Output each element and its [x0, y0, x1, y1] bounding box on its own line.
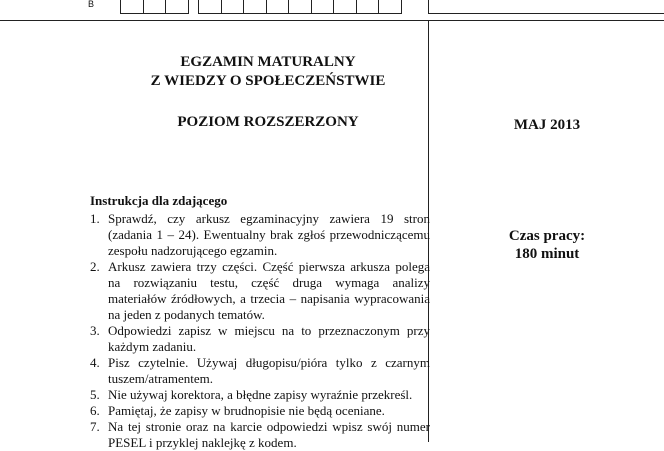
list-item — [90, 211, 430, 259]
list-item — [90, 259, 430, 323]
list-item — [90, 419, 430, 451]
code-box-1 — [120, 0, 144, 14]
code-box-8 — [288, 0, 312, 14]
item-number: 7. — [90, 419, 100, 434]
instructions-list — [90, 211, 430, 451]
header-divider — [0, 20, 664, 21]
list-item — [90, 403, 430, 419]
time-label: Czas pracy: — [508, 228, 586, 244]
code-box-4 — [198, 0, 222, 14]
list-item — [90, 355, 430, 387]
header-tiny-label: B — [88, 0, 95, 9]
item-text: Pisz czytelnie. Używaj długopisu/pióra tylko z czarnym tuszem/atramentem. — [108, 355, 430, 386]
item-text: Nie używaj korektora, a błędne zapisy wyraźnie przekreśl. — [108, 387, 413, 402]
code-box-9 — [311, 0, 334, 14]
code-box-10 — [333, 0, 357, 14]
list-item — [90, 323, 430, 355]
code-box-6 — [243, 0, 267, 14]
exam-level: POZIOM ROZSZERZONY — [177, 114, 359, 130]
instructions-title: Instrukcja dla zdającego — [90, 193, 228, 208]
code-box-11 — [356, 0, 379, 14]
exam-date: MAJ 2013 — [513, 117, 581, 133]
item-text: Arkusz zawiera trzy części. Część pierwsza arkusza polega na rozwiązaniu testu, część druga wymaga analizy materiałów źródłowych, a trzecia – napisania wypracowania na jeden z podanych tematów. — [108, 259, 430, 322]
code-box-12 — [378, 0, 402, 14]
sticker-box — [428, 0, 664, 14]
code-box-7 — [266, 0, 289, 14]
code-box-2 — [143, 0, 166, 14]
list-item — [90, 387, 430, 403]
item-number: 5. — [90, 387, 100, 402]
item-number: 3. — [90, 323, 100, 338]
code-box-3 — [165, 0, 189, 14]
time-value: 180 minut — [514, 246, 580, 262]
item-number: 1. — [90, 211, 100, 226]
item-text: Na tej stronie oraz na karcie odpowiedzi wpisz swój numer PESEL i przyklej naklejkę z kodem. — [108, 419, 430, 450]
code-box-5 — [221, 0, 244, 14]
exam-title-line1: EGZAMIN MATURALNY — [180, 54, 356, 70]
item-text: Sprawdź, czy arkusz egzaminacyjny zawiera 19 stron (zadania 1 – 24). Ewentualny brak zgłoś przewodniczącemu zespołu nadzorującego egzamin. — [108, 211, 430, 258]
item-number: 6. — [90, 403, 100, 418]
exam-title-line2: Z WIEDZY O SPOŁECZEŃSTWIE — [150, 73, 386, 89]
item-number: 2. — [90, 259, 100, 274]
item-number: 4. — [90, 355, 100, 370]
item-text: Odpowiedzi zapisz w miejscu na to przeznaczonym przy każdym zadaniu. — [108, 323, 430, 354]
item-text: Pamiętaj, że zapisy w brudnopisie nie będą oceniane. — [108, 403, 385, 418]
